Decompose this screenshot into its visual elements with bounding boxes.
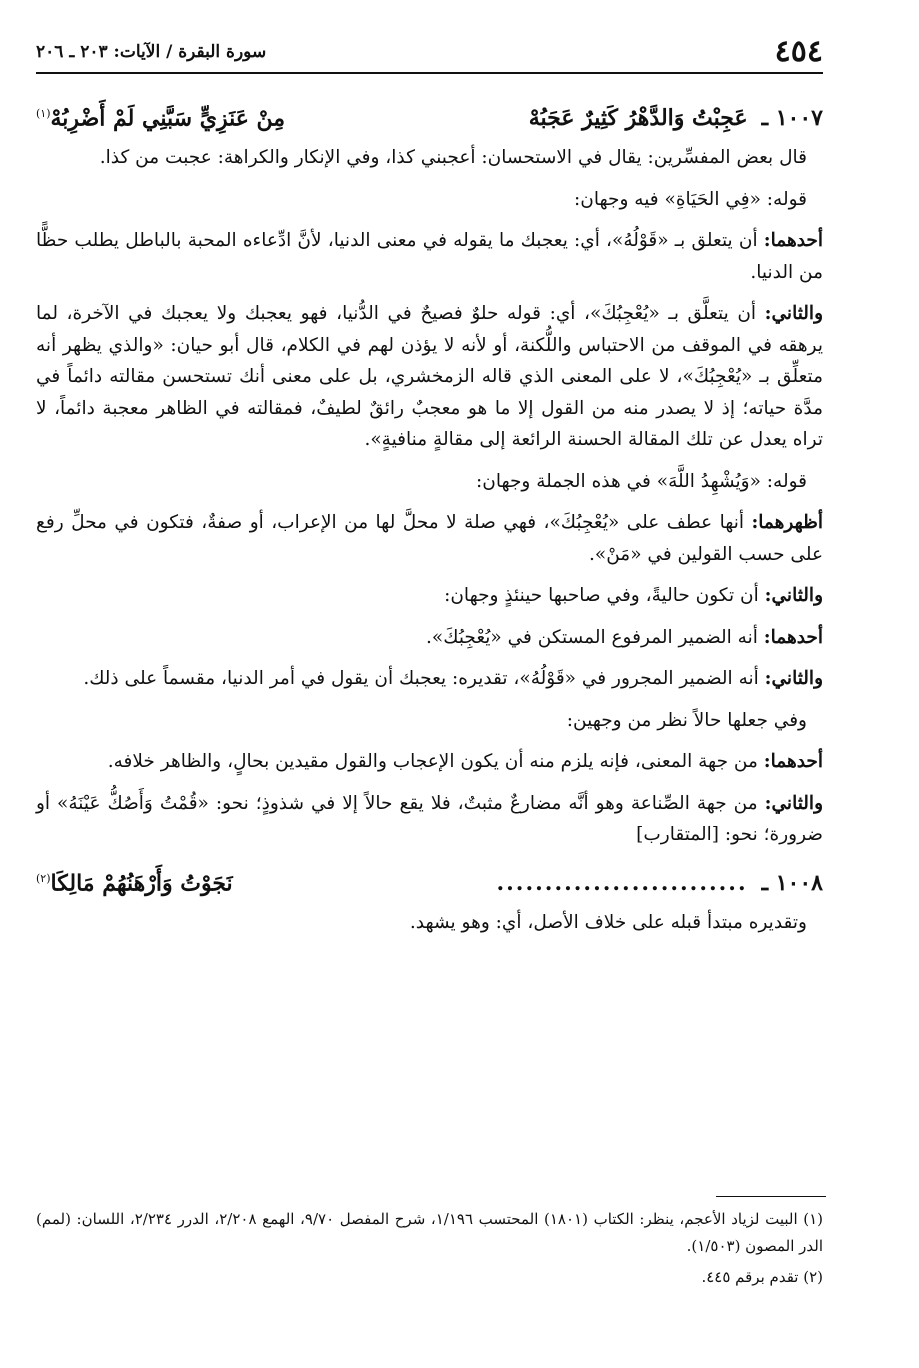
paragraph-lead: والثاني: [764, 668, 823, 690]
paragraph-text: أن يتعلَّق بـ «يُعْجِبُكَ»، أي: قوله حلوٌ فصيحٌ في الدُّنيا، فهو يعجبك ولا يعجبك في الآخرة، لما يرهقه في الموقف من الاحتباس واللُّكنة، أو لأنه لا يؤذن لهم في الكلام، قال أبو حيان: «والذي يظهر أنه متعلِّق بـ «يُعْجِبُكَ»، لا على المعنى الذي قاله الزمخشري، بل على معنى أنك تستحسن مقالته دائماً في مدَّة حياته؛ إذ لا يصدر منه من القول إلا ما هو معجبٌ رائقٌ لطيفٌ، فمقالته في الظاهر معجبة دائماً، لا تراه يعدل عن تلك المقالة الحسنة الرائعة إلى مقالةٍ منافيةٍ». [36, 303, 823, 451]
paragraph-text: قال بعض المفسِّرين: يقال في الاستحسان: أعجبني كذا، وفي الإنكار والكراهة: عجبت من كذا. [99, 147, 807, 169]
verse-1008 [36, 861, 823, 901]
paragraph-text: من جهة المعنى، فإنه يلزم منه أن يكون الإعجاب والقول مقيدين بحالٍ، والظاهر خلافه. [107, 751, 764, 773]
paragraph-lead: أظهرهما: [751, 512, 823, 534]
paragraph-text: أنه الضمير المرفوع المستكن في «يُعْجِبُكَ». [426, 626, 764, 648]
paragraph-lead: والثاني: [764, 303, 823, 325]
paragraph-lead: أحدهما: [763, 626, 823, 648]
footnote-rule [716, 1196, 826, 1197]
paragraph-text: أن تكون حاليةً، وفي صاحبها حينئذٍ وجهان: [444, 585, 765, 607]
paragraph [36, 622, 823, 654]
paragraph-text: أن يتعلق بـ «قَوْلُهُ»، أي: يعجبك ما يقوله في معنى الدنيا، لأنَّ ادِّعاءه المحبة بالباطل يطلب حظًّا من الدنيا. [36, 230, 823, 283]
paragraph-text: أنها عطف على «يُعْجِبُكَ»، فهي صلة لا محلَّ لها من الإعراب، أو صفةٌ، فتكون في محلِّ رفع على حسب القولين في «مَنْ». [36, 512, 823, 565]
paragraph-text: قوله: «فِي الحَيَاةِ» فيه وجهان: [574, 188, 807, 210]
verse-number: ١٠٠٧ ـ [761, 105, 823, 132]
verse-first-half [496, 865, 823, 901]
paragraph [36, 142, 823, 174]
running-header [36, 32, 823, 74]
paragraph [36, 788, 823, 851]
paragraph-text: من جهة الصِّناعة وهو أنَّه مضارعٌ مثبتٌ، فلا يقع حالاً إلا في شذوذٍ؛ نحو: «قُمْتُ وَأَصُكُّ عَيْنَهُ» أو ضرورة؛ نحو: [المتقارب] [36, 792, 823, 846]
paragraph-text: وفي جعلها حالاً نظر من وجهين: [566, 709, 807, 731]
paragraph [36, 225, 823, 288]
verse-ellipsis: .......................... [496, 870, 748, 897]
footnote-ref: (١) [36, 107, 51, 120]
main-text [36, 96, 823, 949]
page-number: ٤٥٤ [774, 34, 823, 69]
verse-hemistich-second: نَجَوْتُ وَأَرْهَنُهُمْ مَالِكَا [50, 870, 233, 897]
verse-number: ١٠٠٨ ـ [761, 870, 823, 897]
footnotes [36, 1206, 823, 1295]
paragraph [36, 184, 823, 216]
verse-1007 [36, 96, 823, 136]
paragraph [36, 663, 823, 695]
paragraph-lead: والثاني: [764, 792, 823, 814]
paragraph-text: أنه الضمير المجرور في «قَوْلُهُ»، تقديره: يعجبك أن يقول في أمر الدنيا، مقسماً على ذلك. [83, 668, 765, 690]
paragraph [36, 705, 823, 737]
paragraph [36, 746, 823, 778]
verse-first-half [529, 100, 823, 136]
paragraph [36, 580, 823, 612]
verse-hemistich-first: عَجِبْتُ وَالدَّهْرُ كَثِيرٌ عَجَبُهْ [528, 105, 748, 132]
paragraph [36, 298, 823, 456]
paragraph [36, 466, 823, 498]
closing-paragraph: وتقديره مبتدأ قبله على خلاف الأصل، أي: وهو يشهد. [409, 912, 807, 934]
verse-second-half [36, 96, 285, 136]
paragraph-lead: أحدهما: [763, 230, 823, 252]
paragraph-lead: والثاني: [764, 585, 823, 607]
paragraph [36, 507, 823, 570]
footnote-2: (٢) تقدم برقم ٤٤٥. [701, 1268, 823, 1286]
running-title: سورة البقرة / الآيات: ٢٠٣ ـ ٢٠٦ [36, 42, 267, 62]
footnote-1: (١) البيت لزياد الأعجم، ينظر: الكتاب (١٨٠١) المحتسب ١/١٩٦، شرح المفصل ٩/٧٠، الهمع ٢/٢٠٨، الدرر ٢/٢٣٤، اللسان: (لمم) الدر المصون (١/٥٠٣). [36, 1210, 824, 1255]
verse-second-half [36, 861, 233, 901]
verse-hemistich-second: مِنْ عَنَزِيٍّ سَبَّنِي لَمْ أَضْرِبُهْ [50, 105, 286, 132]
paragraph-text: قوله: «وَيُشْهِدُ اللَّهَ» في هذه الجملة وجهان: [476, 470, 807, 492]
footnote-ref: (٢) [36, 871, 51, 885]
paragraph-lead: أحدهما: [763, 751, 823, 773]
paragraphs [36, 142, 823, 851]
